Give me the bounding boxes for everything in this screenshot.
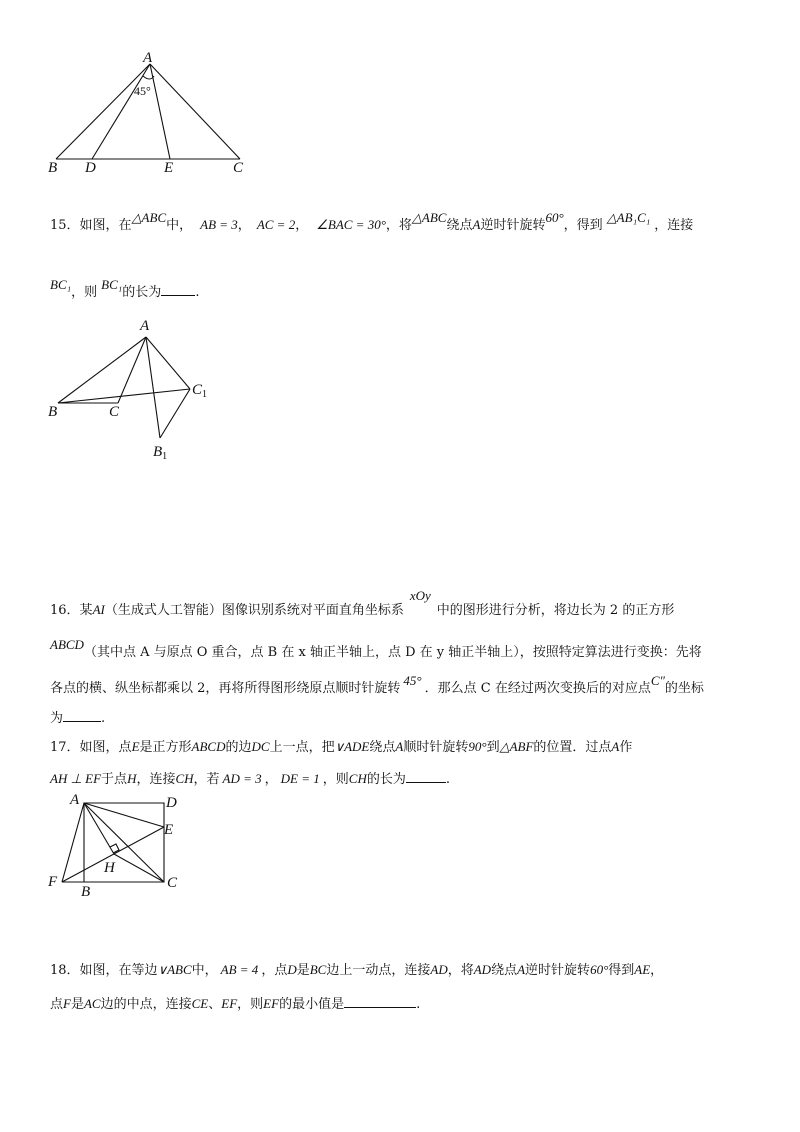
math: AD (473, 962, 492, 977)
text: （其中点 A 与原点 O 重合，点 B 在 x 轴正半轴上，点 D 在 y 轴正半轴上），按照特定算法进行变换：先将 (83, 645, 702, 660)
math: △ABF (499, 739, 534, 754)
text: 是正方形 (139, 740, 192, 755)
math: CE (191, 996, 209, 1011)
text: ，连接 (654, 218, 694, 233)
text: 绕点 (446, 218, 473, 233)
text: ，则 (237, 997, 264, 1012)
math: ∨ABC (157, 962, 192, 977)
text: ， (237, 218, 251, 233)
label-b1: $B_1$ (153, 444, 168, 462)
math: ABCD (191, 739, 226, 754)
label-b: B (48, 404, 58, 420)
text: 作 (619, 740, 633, 755)
text: ．那么点 C 在经过两次变换后的对应点 (424, 681, 651, 696)
text: 各点的横、纵坐标都乘以 2，再将所得图形绕原点顺时针旋转 (50, 681, 401, 696)
text: 某 (79, 603, 93, 618)
label-h: H (104, 860, 115, 876)
label-e: E (164, 822, 174, 838)
text: . (416, 997, 421, 1012)
math: A (395, 739, 404, 754)
math: A (611, 739, 620, 754)
text: 逆时针旋转 (480, 218, 546, 233)
math: AC = 2 (256, 217, 296, 232)
text: ，得到 (563, 218, 603, 233)
question-number: 15． (50, 218, 80, 233)
math: △ABC (131, 210, 167, 225)
question-17-line-2 (50, 772, 450, 786)
segment-ac (150, 64, 240, 159)
math: △ABC (411, 210, 447, 225)
question-number: 18． (50, 963, 80, 978)
text: ，则 (322, 772, 349, 787)
question-number: 17． (50, 740, 80, 755)
label-b: B (81, 884, 91, 900)
math: A (517, 962, 526, 977)
math: AD (430, 962, 448, 977)
text: ， (264, 772, 278, 787)
label-d: D (166, 795, 177, 811)
figure-q14 (0, 0, 800, 190)
question-16-line-1 (50, 588, 675, 618)
angle-label: 45° (134, 84, 151, 98)
text: 绕点 (491, 963, 518, 978)
math: 60° (590, 962, 609, 977)
math: E (131, 739, 140, 754)
text: 到 (486, 740, 500, 755)
text: 的长为 (122, 285, 162, 300)
question-15-line-2 (50, 277, 200, 300)
text: 得到 (608, 963, 635, 978)
label-c: C (167, 875, 178, 891)
text: （生成式人工智能）图像识别系统对平面直角坐标系 (104, 603, 404, 618)
text: ，若 (193, 772, 220, 787)
text: 上一点，把 (269, 740, 335, 755)
text: 是 (296, 963, 310, 978)
text: 的最小值是 (279, 997, 345, 1012)
label-f: F (48, 874, 58, 890)
text: 绕点 (369, 740, 396, 755)
answer-blank[interactable] (63, 711, 101, 722)
math: AD = 3 (222, 771, 262, 786)
label-a: A (143, 50, 153, 66)
math: C″ (650, 673, 665, 688)
text: 如图，点 (79, 740, 132, 755)
text: . (101, 711, 106, 726)
label-c1: $C_1$ (192, 382, 208, 400)
text: ，连接 (136, 772, 176, 787)
segment-ch (114, 854, 164, 882)
math: 45° (403, 673, 422, 688)
text: 的边 (225, 740, 252, 755)
math: F (63, 996, 71, 1011)
figure-q15 (0, 310, 800, 470)
text: ， (650, 963, 664, 978)
math: ∨ADE (334, 739, 370, 754)
math: AH ⊥ EF (50, 771, 102, 786)
math: AE (634, 962, 651, 977)
question-16-line-4 (50, 711, 105, 725)
math: DC (251, 739, 270, 754)
math: CH (175, 771, 194, 786)
math: ∠BAC = 30° (316, 217, 386, 232)
math: CH (348, 771, 367, 786)
math: AC (83, 996, 101, 1011)
label-e: E (164, 160, 174, 176)
text: 、 (208, 997, 222, 1012)
label-b: B (48, 160, 58, 176)
math: xOy (409, 588, 431, 603)
text: 中的图形进行分析，将边长为 2 的正方形 (436, 603, 675, 618)
answer-blank[interactable] (406, 772, 446, 783)
text: . (445, 772, 451, 787)
math: A (472, 217, 481, 232)
label-c: C (233, 160, 244, 176)
figure-q17 (0, 790, 800, 900)
question-18-line-2 (50, 997, 420, 1011)
text: ，则 (71, 285, 98, 300)
text: 是 (70, 997, 84, 1012)
question-18-line-1 (50, 963, 663, 977)
math: D (287, 962, 297, 977)
math: BC (309, 962, 327, 977)
text: ，将 (447, 963, 474, 978)
answer-blank[interactable] (161, 285, 195, 296)
question-17-line-1 (50, 740, 632, 754)
text: 的长为 (366, 772, 406, 787)
text: ， (295, 218, 309, 233)
text: 如图，在 (79, 218, 132, 233)
math: EF (221, 996, 238, 1011)
segment-b1c1 (160, 389, 190, 438)
text: 中， (191, 963, 218, 978)
math: EF (263, 996, 280, 1011)
text: 中， (166, 218, 193, 233)
segment-bc1 (58, 389, 190, 403)
label-c: C (109, 404, 120, 420)
segment-ae (150, 64, 170, 159)
math: △AB₁C₁ (606, 210, 651, 225)
math: ABCD (50, 637, 84, 652)
math: AB = 4 (220, 962, 259, 977)
answer-blank[interactable] (344, 997, 416, 1008)
math: DE = 1 (280, 771, 320, 786)
math: 90° (468, 739, 487, 754)
math: AI (92, 602, 105, 617)
math: BC₁ (101, 277, 123, 292)
text: ，点 (261, 963, 288, 978)
text: 于点 (101, 772, 128, 787)
text: 为 (50, 711, 64, 726)
text: 边的中点，连接 (100, 997, 192, 1012)
text: 如图，在等边 (79, 963, 158, 978)
segment-af (62, 803, 84, 882)
text: 逆时针旋转 (525, 963, 591, 978)
text: 边上一动点，连接 (326, 963, 431, 978)
text: 顺时针旋转 (403, 740, 469, 755)
question-16-line-2 (50, 637, 702, 660)
segment-ab (58, 337, 146, 403)
math: BC₁ (50, 277, 72, 292)
math: H (127, 771, 137, 786)
label-a: A (70, 792, 80, 808)
label-a: A (140, 318, 150, 334)
text: 点 (50, 997, 64, 1012)
text: 的坐标 (664, 681, 704, 696)
question-number: 16． (50, 603, 80, 618)
question-16-line-3 (50, 673, 704, 696)
text: 的位置．过点 (533, 740, 612, 755)
math: 60° (545, 210, 564, 225)
question-15-line-1 (50, 210, 694, 233)
text: ，将 (385, 218, 412, 233)
segment-ab1 (146, 337, 160, 438)
label-d: D (85, 160, 96, 176)
segment-ad (92, 64, 150, 159)
text: . (195, 285, 200, 300)
math: AB = 3 (200, 217, 238, 232)
segment-ab (56, 64, 150, 159)
